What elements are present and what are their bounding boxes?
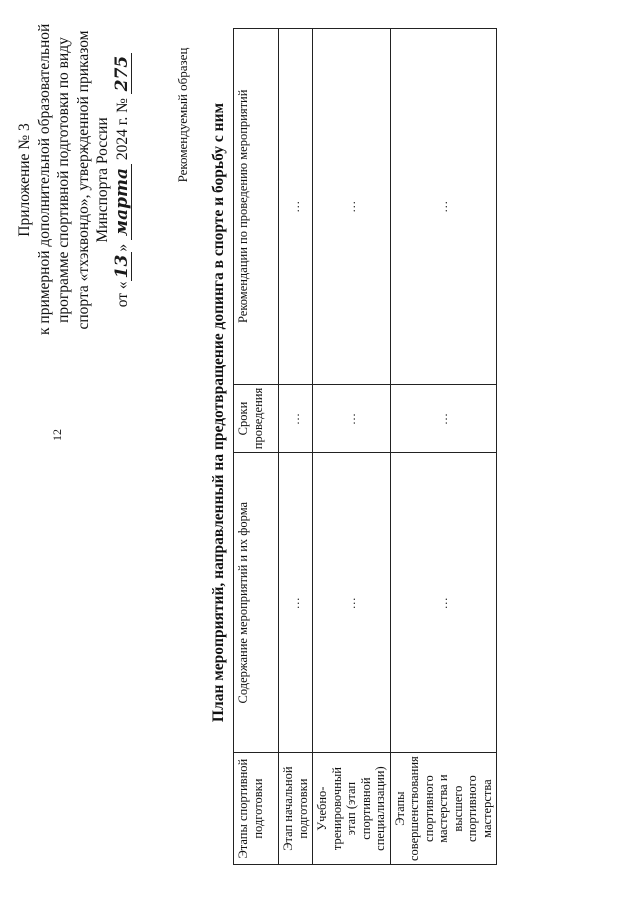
order-year: 2024 г. №	[113, 98, 131, 161]
table-row	[279, 28, 313, 864]
cell-content: …	[313, 453, 391, 753]
rotated-document	[0, 14, 640, 910]
recommended-label: Рекомендуемый образец	[175, 47, 190, 183]
table-header-row	[234, 28, 279, 864]
order-mid: »	[113, 243, 131, 252]
cell-terms: …	[313, 384, 391, 452]
cell-stage: Этап начальной подготовки	[279, 753, 313, 865]
cell-recommendations: …	[279, 28, 313, 384]
header-terms: Сроки проведения	[234, 384, 279, 452]
appendix-title: Приложение № 3	[16, 123, 33, 237]
table-row	[390, 28, 497, 864]
order-prefix: от «	[113, 281, 131, 308]
appendix-line: к примерной дополнительной образовательной	[35, 23, 53, 335]
appendix-line: Минспорта России	[94, 117, 111, 243]
table-row	[313, 28, 391, 864]
cell-stage: Этапы совершенствования спортивного мастерства и высшего спортивного мастерства	[390, 753, 497, 865]
order-day-handwritten: 13	[114, 252, 132, 282]
plan-table	[233, 28, 497, 865]
cell-content: …	[279, 453, 313, 753]
order-number-handwritten: 275	[114, 53, 132, 95]
appendix-line: спорта «тхэквондо», утвержденной приказом	[74, 30, 92, 330]
cell-stage: Учебно-тренировочный этап (этап спортивной специализации)	[313, 753, 391, 865]
header-recommendations: Рекомендации по проведению мероприятий	[234, 28, 279, 384]
cell-terms: …	[390, 384, 497, 452]
header-content: Содержание мероприятий и их форма	[234, 453, 279, 753]
cell-recommendations: …	[390, 28, 497, 384]
appendix-line: программе спортивной подготовки по виду	[55, 37, 72, 323]
order-line	[113, 25, 133, 335]
plan-title: План мероприятий, направленный на предотвращение допинга в спорте и борьбу с ним	[210, 102, 227, 723]
page-number: 12	[50, 429, 64, 441]
cell-recommendations: …	[313, 28, 391, 384]
appendix-block	[15, 25, 132, 335]
header-stage: Этапы спортивной подготовки	[234, 753, 279, 865]
order-month-handwritten: марта	[114, 164, 132, 240]
cell-terms: …	[279, 384, 313, 452]
cell-content: …	[390, 453, 497, 753]
